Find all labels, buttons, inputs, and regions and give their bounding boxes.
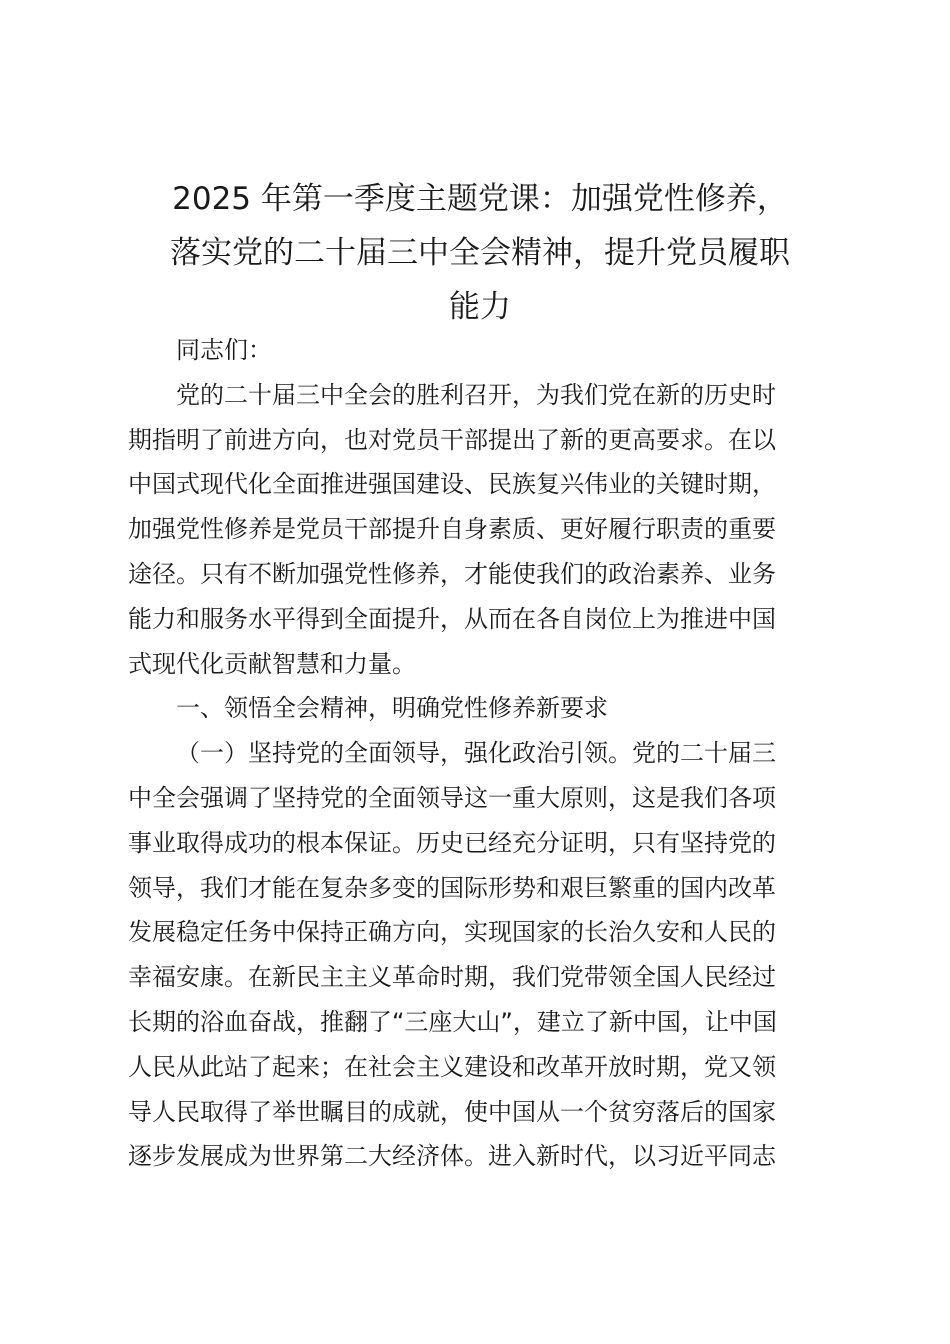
paragraph-line: 人民从此站了起来；在社会主义建设和改革开放时期，党又领	[128, 1052, 776, 1081]
paragraph-line: 途径。只有不断加强党性修养，才能使我们的政治素养、业务	[128, 559, 776, 588]
paragraph-line: 期指明了前进方向，也对党员干部提出了新的更高要求。在以	[128, 425, 776, 454]
paragraph-line: 党的二十届三中全会的胜利召开，为我们党在新的历史时	[176, 380, 776, 409]
paragraph-line: 幸福安康。在新民主主义革命时期，我们党带领全国人民经过	[128, 963, 776, 992]
document-body	[128, 328, 828, 1179]
paragraph-line: 领导，我们才能在复杂多变的国际形势和艰巨繁重的国内改革	[128, 873, 776, 902]
title-line: 能力	[449, 289, 511, 325]
paragraph-line: 能力和服务水平得到全面提升，从而在各自岗位上为推进中国	[128, 604, 776, 633]
paragraph-line: 逐步发展成为世界第二大经济体。进入新时代，以习近平同志	[128, 1142, 776, 1171]
paragraph-line: 导人民取得了举世瞩目的成就，使中国从一个贫穷落后的国家	[128, 1097, 776, 1126]
paragraph-line: （一）坚持党的全面领导，强化政治引领。党的二十届三	[176, 739, 776, 768]
paragraph-line: 长期的浴血奋战，推翻了“三座大山”，建立了新中国，让中国	[128, 1007, 777, 1036]
paragraph-line: 事业取得成功的根本保证。历史已经充分证明，只有坚持党的	[128, 828, 776, 857]
title-line: 落实党的二十届三中全会精神，提升党员履职	[170, 235, 790, 271]
document-title	[110, 172, 850, 334]
section-heading: 一、领悟全会精神，明确党性修养新要求	[176, 694, 608, 723]
paragraph-line: 中国式现代化全面推进强国建设、民族复兴伟业的关键时期，	[128, 470, 776, 499]
title-line: 2025 年第一季度主题党课：加强党性修养，	[172, 181, 788, 217]
paragraph-line: 加强党性修养是党员干部提升自身素质、更好履行职责的重要	[128, 515, 776, 544]
paragraph-line: 中全会强调了坚持党的全面领导这一重大原则，这是我们各项	[128, 783, 776, 812]
paragraph-line: 发展稳定任务中保持正确方向，实现国家的长治久安和人民的	[128, 918, 776, 947]
paragraph-line: 式现代化贡献智慧和力量。	[128, 649, 416, 678]
salutation: 同志们：	[176, 336, 272, 364]
